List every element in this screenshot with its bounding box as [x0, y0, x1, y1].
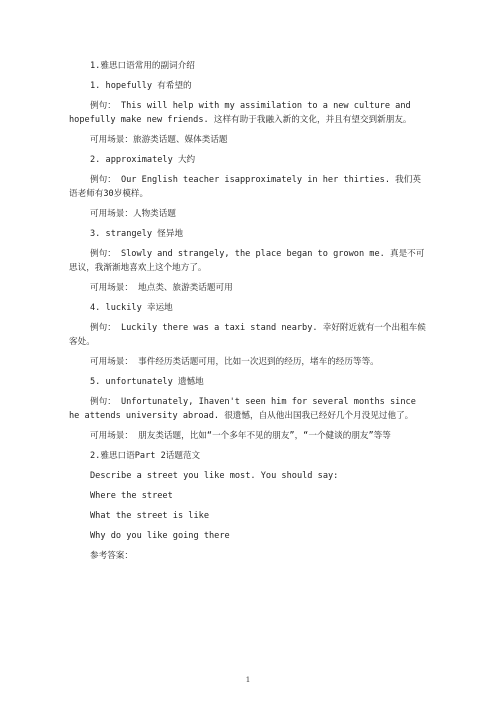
- usage-scenario-hopefully: 可用场景：旅游类话题、媒体类话题: [90, 134, 228, 145]
- section-heading-adverbs: 1.雅思口语常用的副词介绍: [90, 61, 195, 71]
- vocab-item-strangely: 3. strangely 怪异地: [90, 228, 184, 239]
- usage-scenario-unfortunately: 可用场景： 朋友类话题，比如“一个多年不见的朋友”，“一个健谈的朋友”等等: [90, 430, 391, 441]
- vocab-item-approximately: 2. approximately 大约: [90, 154, 196, 165]
- page-number: 1: [245, 675, 251, 684]
- document-body: [69, 60, 427, 570]
- vocab-item-unfortunately: 5. unfortunately 遗憾地: [90, 376, 204, 387]
- example-sentence-hopefully: 例句： This will help with my assimilation to a new culture and hopefully make new friends. 这样有助于我融入新的文化，并且有望交到新朋友。: [69, 101, 416, 125]
- vocab-item-luckily: 4. luckily 幸运地: [90, 302, 173, 313]
- vocab-item-hopefully: 1. hopefully 有希望的: [90, 81, 192, 92]
- section-heading-part2: 2.雅思口语Part 2话题范文: [90, 450, 201, 461]
- example-sentence-strangely: 例句： Slowly and strangely, the place began to growon me. 真是不可思议，我渐渐地喜欢上这个地方了。: [69, 248, 425, 273]
- cue-card-prompt: Describe a street you like most. You should say:: [90, 470, 339, 481]
- cue-card-point-where: Where the street: [90, 490, 173, 501]
- example-sentence-unfortunately: 例句： Unfortunately, Ihaven't seen him for several months since he attends university abroad. 很遗憾，自从他出国我已经好几个月没见过他了。: [69, 396, 422, 421]
- cue-card-point-why: Why do you like going there: [90, 530, 230, 541]
- usage-scenario-strangely: 可用场景： 地点类、旅游类话题可用: [90, 282, 233, 293]
- cue-card-point-what: What the street is like: [90, 510, 209, 521]
- example-sentence-approximately: 例句： Our English teacher isapproximately in her thirties. 我们英语老师有30岁模样。: [69, 175, 421, 199]
- reference-answer-label: 参考答案：: [90, 550, 133, 561]
- usage-scenario-approximately: 可用场景：人物类话题: [90, 208, 176, 219]
- example-sentence-luckily: 例句： Luckily there was a taxi stand nearby. 幸好附近就有一个出租车候客处。: [69, 322, 426, 347]
- usage-scenario-luckily: 可用场景： 事件经历类话题可用，比如一次迟到的经历，堵车的经历等等。: [90, 356, 379, 367]
